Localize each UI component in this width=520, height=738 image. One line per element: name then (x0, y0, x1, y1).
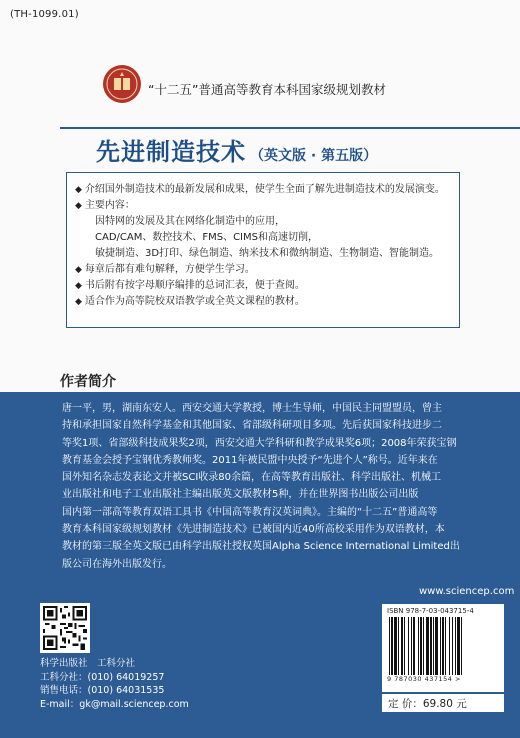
editorial-phone: 工科分社：(010) 64019257 (40, 671, 165, 683)
feature-line: ◆ 每章后都有难句解释，方便学生学习。 (75, 264, 255, 275)
author-heading: 作者简介 (60, 374, 116, 390)
feature-line: ◆ 介绍国外制造技术的最新发展和成果，使学生全面了解先进制造技术的发展演变。 (75, 184, 445, 195)
feature-line: ◆ 主要内容： (75, 200, 135, 211)
barcode-digits: 9 787030 437154 > (387, 675, 461, 683)
diamond-bullet-icon: ◆ (75, 185, 82, 195)
diamond-bullet-icon: ◆ (75, 281, 82, 291)
price-label: 定 价：69.80 元 (382, 693, 504, 712)
bio-line: 教材的第三版全英文版已由科学出版社授权英国Alpha Science International Limited出 (62, 541, 460, 553)
features-box (66, 172, 460, 328)
feature-subline: 敏捷制造、3D打印、绿色制造、纳米技术和微纳制造、生物制造、智能制造。 (95, 248, 440, 259)
bio-line: 业出版社和电子工业出版社主编出版英文版教材5种，并在世界图书出版公司出版 (62, 489, 419, 501)
book-title (96, 132, 377, 167)
publisher-name: 科学出版社 工科分社 (40, 658, 136, 669)
feature-subline: 因特网的发展及其在网络化制造中的应用， (95, 216, 285, 227)
website-url: www.sciencep.com (419, 586, 515, 597)
book-title-edition: （英文版 · 第五版） (250, 148, 378, 164)
feature-subline: CAD/CAM、数控技术、FMS、CIMS和高速切削， (95, 232, 318, 243)
qr-code-icon (40, 603, 90, 653)
feature-line: ◆ 书后附有按字母顺序编排的总词汇表，便于查阅。 (75, 280, 305, 291)
book-title-main: 先进制造技术 (96, 138, 246, 166)
publisher-email[interactable]: E-mail：gk@mail.sciencep.com (40, 698, 189, 710)
publisher-info (40, 657, 189, 711)
diamond-bullet-icon: ◆ (75, 265, 82, 275)
bio-line: 唐一平，男，湖南东安人。西安交通大学教授，博士生导师，中国民主同盟盟员，曾主 (62, 403, 442, 414)
series-title: “十二五”普通高等教育本科国家级规划教材 (148, 82, 386, 97)
book-emblem-icon (102, 64, 142, 104)
bio-line: 国外知名杂志发表论文并被SCI收录80余篇，在高等教育出版社、科学出版社、机械工 (62, 472, 442, 484)
bio-line: 教育基金会授予宝钢优秀教师奖。2011年被民盟中央授予“先进个人”称号。近年来在 (62, 454, 438, 466)
bio-line: 版公司在海外出版发行。 (62, 558, 172, 570)
bio-line: 等奖1项、省部级科技成果奖2项，西安交通大学科研和教学成果奖6项；2008年荣获宝钢 (62, 437, 457, 449)
diamond-bullet-icon: ◆ (75, 297, 82, 307)
book-code: (TH-1099.01) (10, 9, 79, 20)
barcode-panel (382, 604, 504, 692)
sales-phone: 销售电话：(010) 64031535 (40, 685, 165, 696)
diamond-bullet-icon: ◆ (75, 201, 82, 211)
bio-line: 国内第一部高等教育双语工具书《中国高等教育汉英词典》。主编的“十二五”普通高等 (62, 506, 438, 518)
feature-line: ◆ 适合作为高等院校双语教学或全英文课程的教材。 (75, 296, 305, 307)
barcode-icon (387, 617, 499, 675)
top-divider (60, 127, 520, 129)
bio-line: 持和承担国家自然科学基金和其他国家、省部级科研项目多项。先后获国家科技进步二 (62, 420, 442, 432)
author-bio (62, 400, 500, 573)
isbn-number: ISBN 978-7-03-043715-4 (387, 607, 474, 615)
bio-line: 教育本科国家级规划教材《先进制造技术》已被国内近40所高校采用作为双语教材，本 (62, 524, 445, 536)
